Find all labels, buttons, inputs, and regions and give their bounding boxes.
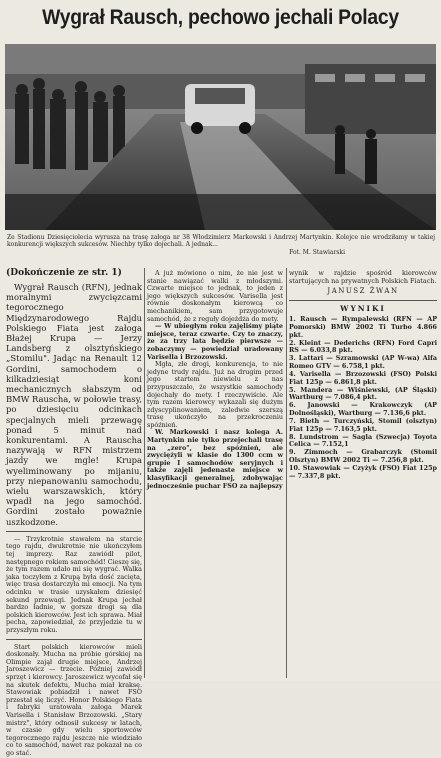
result-item: 3. Lattari — Szramowski (AP W-wa) Alfa Romeo GTV — 6.758,1 pkt.	[289, 354, 437, 370]
divider	[6, 531, 142, 532]
paragraph: Start polskich kierowców mieli doskonały. Mucha na próbie górskiej na Olimpie zajął drugie miejsce, Andrzej Jaroszewicz — trzecie. Później zawiódł sprzęt i kierowcy. Jaroszewicz wycofał się na skutek defektu, Mucha miał kraksę. Stawowiak pobiadził i nawet FSO przestał się liczyć. Honor Polskiego Fiata i fabryki uratowała załoga Marek Varisella i Stanisław Brzozowski. „Stary mistrz", który odnosił sukcesy w latach, w czasie gdy wielu sportowców tegorocznego rajdu jeszcze nie wiedziało co to samochód, nawet raz pokazał na co go stać.	[6, 642, 142, 757]
continuation-subhead: (Dokończenie ze str. 1)	[6, 268, 122, 278]
result-item: 6. Janowski — Krakowczyk (AP Dolnośląski), Wartburg — 7.136,6 pkt.	[289, 401, 437, 417]
stadium-photo-image	[5, 44, 436, 230]
photo-credit: Fot. M. Stawiarski	[289, 248, 345, 256]
result-item: 7. Bieth — Turczyński, Stomil (olsztyn) Fiat 125p — 7.163,5 pkt.	[289, 417, 437, 433]
result-item: 10. Stawowiak — Czyżyk (FSO) Fiat 125p — 7.337,8 pkt.	[289, 464, 437, 480]
result-item: 9. Zimmoch — Grabarczyk (Stomil Olsztyn) BMW 2002 Ti — 7.256,8 pkt.	[289, 448, 437, 465]
headline: Wygrał Rausch, pechowo jechali Polacy	[42, 6, 399, 29]
article-column-2	[147, 270, 283, 490]
quote-paragraph: — W ubiegłym roku zajęliśmy piąte miejsce, teraz czwarte. Czy to znaczy, że za trzy lata będzie pierwsze — zobaczymy — powiedział uradowany Varisella i Brzozowski.	[147, 322, 283, 361]
paragraph: wynik w rajdzie spośród kierowców startujących na prywatnych Polskich Fiatach.	[289, 269, 437, 285]
article-column-1	[6, 268, 142, 758]
column-rule	[144, 268, 145, 678]
lead-paragraph: Wygrał Rausch (RFN), jednak moralnymi zwycięzcami tegorocznego Międzynarodowego Rajdu Polskiego Fiata jest załoga Błażej Krupa — Jerzy Landsberg z olsztyńskiego „Stomilu". Jadąc na Renault 12 Gordini, samochodem o kilkadziesiąt koni mechanicznych słabszym od BMW Rauscha, w połowie trasy, po dziesięciu odcinkach specjalnych mieli przewagę ponad 5 minut nad konkurentami. A Rauscha nazywają w RFN mistrzem jazdy we mgle! Krupa wyeliminowany po mijaniu, przy niepanowaniu samochodu, wielu warszawskich, który wpadł na jego samochód. Gordini zostało poważnie uszkodzone.	[6, 282, 142, 527]
results-title: WYNIKI	[340, 303, 386, 313]
caption-text: Ze Stadionu Dziesięciolecia wyrusza na trasę załoga nr 38 Włodzimierz Markowski i Andrzej Martynkin. Kolejce nie wrodziłamy w takiej konkurencji większych sukcesów. Niechby tylko dojechali. A jednak...	[7, 234, 435, 249]
divider	[6, 639, 142, 640]
result-item: 5. Mandera — Wiśniewski, (AP Śląski) Wartburg — 7.086,4 pkt.	[289, 385, 437, 402]
rally-photo	[5, 44, 436, 230]
paragraph: W. Markowski i nasz kolega A. Martynkin nie tylko przejechali trasę na „zero", bez spóźnień, ale zwyciężyli w klasie do 1300 ccm w grupie I samochodów seryjnych i także zajęli jedenaste miejsce w klasyfikacji generalnej, zdobywając jednocześnie puchar FSO za najlepszy	[147, 428, 283, 490]
photo-caption	[7, 234, 435, 256]
result-item: 2. Kleint — Dederichs (RFN) Ford Capri RS — 6.033,8 pkt.	[289, 338, 437, 355]
results-list	[289, 316, 437, 480]
result-item: 1. Rausch — Rympalewski (RFN — AP Pomorski) BMW 2002 Ti Turbo 4.866 pkt.	[289, 315, 437, 339]
author-signature: JANUSZ ŻWAN	[327, 287, 399, 296]
result-item: 8. Lundstrom — Sagla (Szwecja) Toyota Celica — 7.152,1	[289, 432, 437, 449]
result-item: 4. Varisella — Brzozowski (FSO) Polski Fiat 125p — 6.861,8 pkt.	[289, 370, 437, 386]
column-rule	[286, 268, 287, 678]
divider	[289, 300, 437, 301]
paragraph: Mgła, złe drogi, konkurencja, to nie jedyne trudy rajdu. Już na drugim przed jego startem niewielu z nas przypuszczało, że wszystkie samochody dojechały do mety. I rzeczywiście. Ale tym razem kierowcy wykazali się dużym zdyscyplinowaniem, zaledwie szerszą trasę ukończyło na przekroczeniu spóźnień.	[147, 360, 283, 429]
article-column-3	[289, 270, 437, 481]
paragraph: A już mówiono o nim, że nie jest w stanie nawiązać walki z młodszymi. Czwarte miejsce to jednak, to jeden z jego większych sukcesów. Varisella jest równie doskonałym kierowcą co mechanikiem, sam przygotowuje samochód, że z reguły dojeżdża do mety.	[147, 269, 283, 323]
quote-paragraph: — Trzykrotnie stawałem na starcie tego rajdu, dwukrotnie nie ukończyłem tej imprezy. Raz zawiódł pilot, następnego rokiem samochód! Cieszę się, że tym razem udało mi się wygrać. Walka jaka toczyłem z Krupą była dość zacięta, więc trasa dostarczyła mi emocji. Na tym odcinku w trasie uzyskałem dziesięć sekund przewagi. Jednak Krupa jechał bardzo ładnie, w gorsze drogi są dla polskich kierowców. Jest ich sprawa. Miał pecha, zapowiedział, że przyjedzie tu w przyszłym roku.	[6, 534, 142, 634]
